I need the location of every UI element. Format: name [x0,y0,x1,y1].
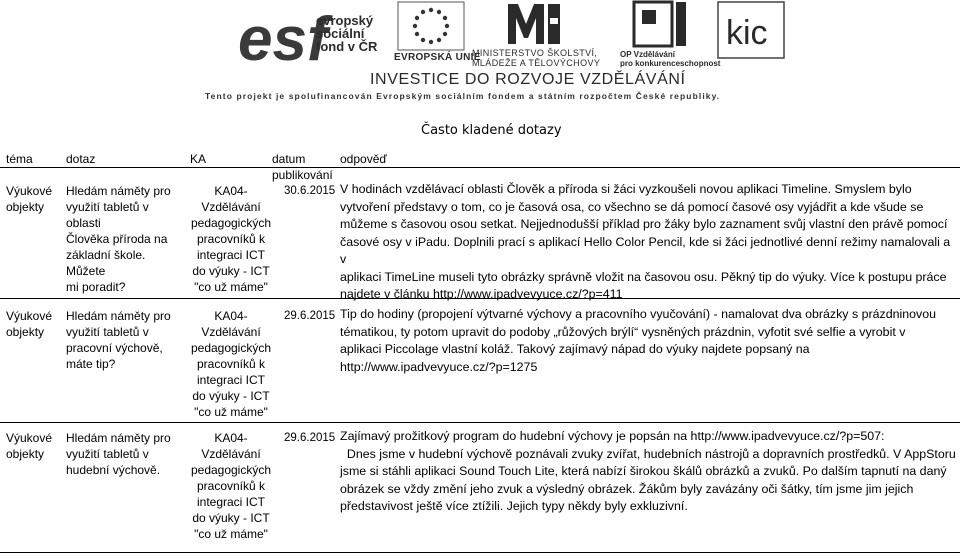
invest-slogan: INVESTICE DO ROZVOJE VZDĚLÁVÁNÍ [370,71,686,88]
cell-dotaz [66,308,186,372]
msmt-text [472,48,600,68]
cell-line: Vzdělávání [201,447,261,461]
cell-line: jsme si stáhli aplikaci Sound Touch Lite, která nabízí širokou škálů obrázků a zvuků. Po dalším tapnutí na daný [340,464,947,478]
row-divider [0,552,960,553]
row-divider [0,422,960,423]
cell-line: do výuky - ICT [192,389,270,403]
cell-line: Výukové [6,184,53,198]
cell-line: využití tabletů v [66,325,149,339]
cell-line: objekty [6,325,45,339]
cell-odpoved [340,181,958,304]
eu-flag-icon [398,2,464,50]
opvk-text-line: pro konkurenceschopnost [620,59,721,68]
cell-line: pracovníků k [196,232,266,246]
cell-line: pracovníků k [196,479,266,493]
cell-line: pracovní výchově, [66,341,163,355]
cell-line: hudební výchově. [66,463,161,477]
table-header [0,150,960,182]
cell-line: najdete v článku http://www.ipadvevyuce.cz/?p=411 [340,287,623,301]
msmt-logo-icon [504,0,564,48]
header-logos [0,0,960,101]
cell-line: objekty [6,447,45,461]
cell-line: Dnes jsme v hudební výchově poznávali zvuky zvířat, hudebních nástrojů a dopravních prostředků. V AppStoru [340,446,956,461]
cell-line: základní škole. Můžete [66,248,146,278]
esf-text [316,14,377,53]
cell-tema [6,430,58,462]
cell-line: Vzdělávání [201,200,261,214]
cell-line: "co už máme" [194,527,268,541]
cell-line: obrázek se vždy změní jeho zvuk a výsledný obrázek. Žákům byly zavázány oči šátky, tím jsme jim jejich [340,481,914,496]
cell-line: Hledám náměty pro [66,431,171,445]
page-title: Často kladené dotazy [421,123,562,138]
col-header-tema: téma [6,152,33,166]
svg-text:esf: esf [238,5,328,74]
cell-line: máte tip? [66,357,116,371]
project-funding-line: Tento projekt je spolufinancován Evropským sociálním fondem a státním rozpočtem České republiky. [205,91,721,101]
cell-datum: 29.6.2015 [284,432,336,444]
cell-line: integraci ICT [196,495,266,509]
cell-line: Zajímavý prožitkový program do hudební výchovy je popsán na http://www.ipadvevyuce.cz/?p=507: [340,429,885,443]
cell-line: KA04- [214,431,248,445]
col-header-odpoved: odpověď [340,152,387,166]
cell-datum: 29.6.2015 [284,310,336,322]
cell-line: tématikou, ty potom upravit do podoby „růžových brýlí“ vysněných prázdnin, vyfotit své selfie a vyrobit v [340,324,906,339]
cell-ka [190,308,272,420]
cell-ka [190,430,272,542]
esf-logo-icon [236,4,328,74]
col-header-dotaz: dotaz [66,152,96,166]
cell-line: pracovníků k [196,357,266,371]
cell-line: využití tabletů v oblasti [66,200,149,230]
cell-line: aplikaci Piccolage vlastní koláž. Takový zajímavý nápad do výuky najdete popsaný na [340,342,810,356]
cell-line: objekty [6,200,45,214]
cell-line: do výuky - ICT [192,511,270,525]
esf-text-line: fond v ČR [316,39,378,54]
cell-line: Výukové [6,309,53,323]
cell-line: V hodinách vzdělávací oblasti Člověk a příroda si žáci vyzkoušeli novou aplikaci Timeline. Smyslem bylo [340,182,912,196]
cell-line: pedagogických [190,216,272,230]
cell-line: využití tabletů v [66,447,149,461]
col-header-publikovani: publikování [272,168,333,182]
cell-line: Hledám náměty pro [66,184,171,198]
cell-line: pedagogických [190,463,272,477]
cell-line: Tip do hodiny (propojení výtvarné výchovy a pracovního vyučování) - namalovat dva obrázky s prázdninovou [340,307,936,321]
cell-datum: 30.6.2015 [284,185,336,197]
cell-line: Člověka příroda na [66,232,168,246]
cell-line: Hledám náměty pro [66,309,171,323]
cell-line: mi poradit? [66,280,126,294]
row-divider [0,298,960,299]
cell-line: časové osy v iPadu. Doplnili prací s aplikací Hello Color Pencil, kde si žáci jednotlivé denní režimy namalovali a v [340,234,951,266]
kic-logo-icon [716,0,786,60]
cell-line: integraci ICT [196,373,266,387]
cell-line: KA04- [214,309,248,323]
cell-line: KA04- [214,184,248,198]
msmt-text-line: MINISTERSTVO ŠKOLSTVÍ, [472,48,598,58]
cell-tema [6,183,58,215]
eu-label: EVROPSKÁ UNIE [394,52,481,63]
cell-dotaz [66,183,186,295]
svg-text:kic: kic [726,14,768,52]
cell-odpoved [340,306,958,376]
esf-text-line: evropský [316,13,374,28]
cell-dotaz [66,430,186,478]
cell-line: představivost ještě více ztížili. Jejich typy někdy byly exkluzivní. [340,499,688,513]
cell-line: Výukové [6,431,53,445]
cell-line: Vzdělávání [201,325,261,339]
cell-line: vytvoření představy o tom, co je časová osa, co všechno se dá pomocí časové osy vyjádřit a kde všude se [340,199,924,214]
col-header-datum: datum [272,152,306,166]
cell-line: pedagogických [190,341,272,355]
cell-line: "co už máme" [194,280,268,294]
cell-odpoved [340,428,958,516]
opvk-text [620,50,720,68]
header-divider [0,167,960,168]
cell-ka [190,183,272,295]
opvk-text-line: OP Vzdělávání [620,50,675,59]
opvk-logo-icon [632,0,688,54]
cell-tema [6,308,58,340]
cell-line: integraci ICT [196,248,266,262]
cell-line: můžeme s časovou osou setkat. Nejjednodušší příklad pro žáky bylo zaznament svůj vlastní den právě pomocí [340,217,948,231]
cell-line: http://www.ipadvevyuce.cz/?p=1275 [340,359,538,374]
msmt-text-line: MLÁDEŽE A TĚLOVÝCHOVY [472,58,601,68]
cell-line: do výuky - ICT [192,264,270,278]
cell-line: aplikaci TimeLine museli tyto obrázky správně vložit na časovou osu. Pěkný tip do výuky. Více k postupu práce [340,269,947,284]
col-header-ka: KA [190,152,207,166]
esf-text-line: sociální [316,26,365,41]
cell-line: "co už máme" [194,405,268,419]
